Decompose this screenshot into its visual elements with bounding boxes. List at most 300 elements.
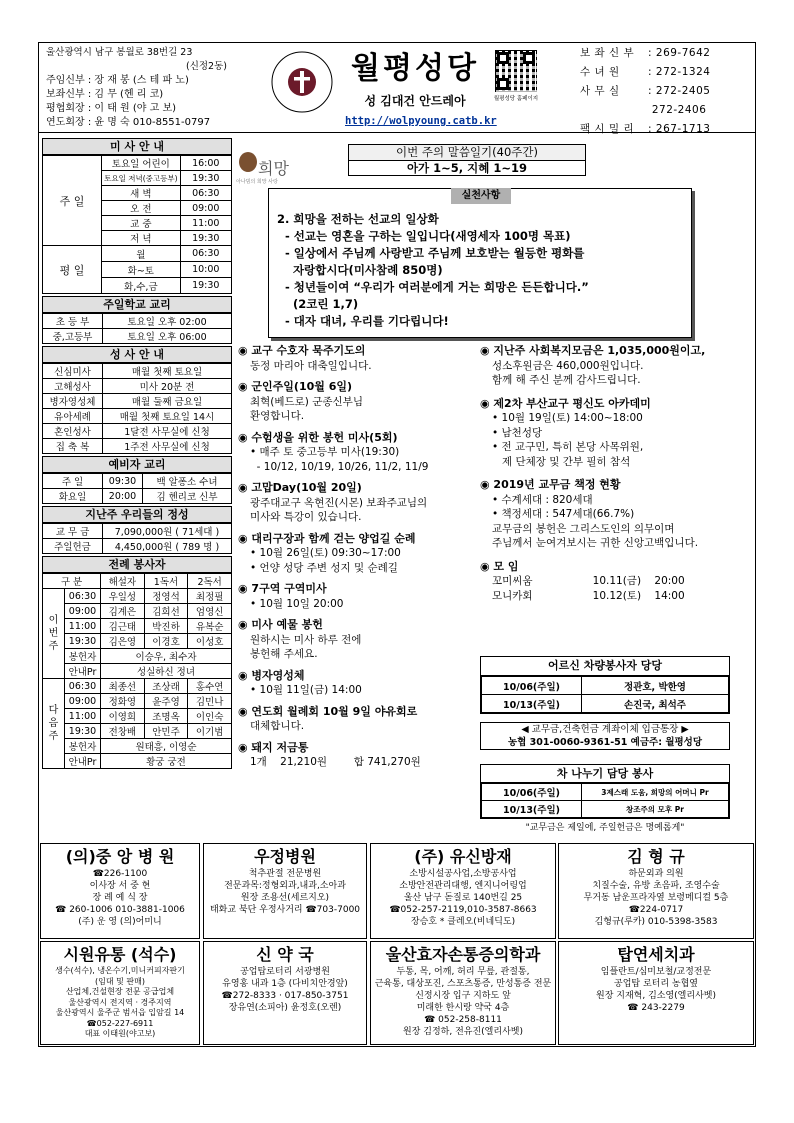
table-cell: 중,고등부: [43, 329, 103, 344]
church-title: 월평성당: [351, 51, 479, 86]
news-title: ◉ 지난주 사회복지모금은 1,035,000원이고,: [480, 344, 706, 357]
table-cell: 새 벽: [102, 186, 180, 201]
table-cell: 11:00: [65, 709, 101, 724]
table-row: [43, 664, 232, 679]
ad-line: 전문과목:정형외과,내과,소아과: [224, 881, 346, 891]
table-cell: 성실하신 정녀: [101, 664, 232, 679]
table-row: [482, 677, 729, 695]
table-cell: 윤주영: [144, 694, 188, 709]
news-line: 모니카회 10.12(토) 14:00: [492, 589, 685, 602]
practice-line: - 대자 대녀, 우리를 기다립니다!: [277, 314, 449, 328]
table-cell: 유복순: [188, 619, 232, 634]
news-item: [238, 344, 478, 373]
servers-table: [42, 573, 232, 769]
table-cell: 토요일 오후 06:00: [103, 329, 232, 344]
table-cell: 06:30: [180, 246, 231, 262]
ad-line: 울산 남구 돋질로 140번길 25: [403, 893, 523, 903]
news-line: • 책정세대 : 547세대(66.7%): [492, 508, 635, 520]
news-left: [238, 344, 478, 777]
contact-row: 사 무 실 : 272-2405: [580, 85, 711, 97]
table-cell: 병자영성체: [43, 394, 103, 409]
table-row: [43, 574, 232, 589]
table-cell: 4,450,000원 ( 789 명 ): [103, 539, 232, 554]
practice-box: [268, 188, 692, 338]
svg-text:희망: 희망: [258, 159, 289, 178]
news-line: - 10/12, 10/19, 10/26, 11/2, 11/9: [250, 460, 429, 473]
table-cell: 엄영신: [188, 604, 232, 619]
ad-box: [40, 941, 200, 1045]
mass-table: [42, 155, 232, 294]
staff-1: 주임신부 : 장 재 봉 (스 테 파 노): [46, 75, 189, 86]
table-cell: 저 녁: [102, 231, 180, 246]
website-link[interactable]: http://wolpyoung.catb.kr: [345, 115, 497, 127]
offering-title: 지난주 우리들의 정성: [42, 506, 232, 523]
table-row: [43, 379, 232, 394]
catechumen-table: [42, 473, 232, 504]
table-cell: 평 일: [43, 246, 102, 294]
driver-box: [480, 656, 730, 714]
staff-3: 평협회장 : 이 태 원 (야 고 보): [46, 103, 177, 114]
ad-line: 장 례 예 식 장: [92, 893, 148, 903]
ad-line: 태화교 북단 우정사거리 ☎703-7000: [209, 905, 361, 915]
table-cell: 신심미사: [43, 364, 103, 379]
practice-line: - 일상에서 주님께 사랑받고 주님께 보호받는 월등한 평화를: [277, 246, 585, 260]
news-title: ◉ 2019년 교무금 책정 현황: [480, 478, 621, 491]
news-title: ◉ 미사 예물 봉헌: [238, 618, 323, 631]
table-cell: 초 등 부: [43, 314, 103, 329]
table-cell: 10/06(주일): [482, 784, 582, 801]
table-cell: 정관호, 박한영: [582, 677, 729, 695]
table-cell: 백 알퐁소 수녀: [143, 474, 232, 489]
table-cell: 이 번 주: [43, 589, 65, 679]
ad-line: 원장 김정하, 전유진(엘리사벳): [403, 1027, 523, 1037]
table-cell: 화,수,금: [102, 278, 180, 294]
table-cell: 안민주: [144, 724, 188, 739]
practice-lines: [277, 211, 589, 330]
ad-line: 소방시설공사업,소방공사업: [409, 869, 517, 879]
table-cell: 이경호: [144, 634, 188, 649]
news-right: [480, 344, 752, 612]
practice-line: 2. 희망을 전하는 선교의 일상화: [277, 212, 439, 226]
header-info: [46, 46, 256, 130]
table-cell: 1달전 사무실에 신청: [103, 424, 232, 439]
table-cell: 09:00: [65, 694, 101, 709]
table-cell: 봉헌자: [65, 649, 101, 664]
ad-line: 신정시장 입구 지하도 앞: [415, 991, 511, 1001]
table-cell: 황궁 궁전: [101, 754, 232, 769]
news-line: 1개 21,210원 합 741,270원: [250, 756, 421, 768]
table-cell: 10:00: [180, 262, 231, 278]
news-line: 대체합니다.: [250, 720, 305, 732]
news-line: • 남천성당: [492, 426, 543, 439]
news-line: 꼬미씨움 10.11(금) 20:00: [492, 575, 685, 587]
staff-4: 연도회장 : 윤 명 숙 010-8551-0797: [46, 117, 211, 128]
table-cell: 고해성사: [43, 379, 103, 394]
table-row: [43, 424, 232, 439]
table-row: [43, 329, 232, 344]
address-detail: (신정2동): [186, 61, 227, 72]
table-cell: 19:30: [180, 231, 231, 246]
practice-line: 자랑합시다(미사참례 850명): [277, 263, 443, 277]
table-cell: 10/06(주일): [482, 677, 582, 695]
table-cell: 이인숙: [188, 709, 232, 724]
table-cell: 김희선: [144, 604, 188, 619]
staff-2: 보좌신부 : 김 무 (헨 리 코): [46, 89, 164, 100]
news-item: [238, 380, 478, 424]
news-title: ◉ 수험생을 위한 봉헌 미사(5회): [238, 430, 398, 444]
news-title: ◉ 고맙Day(10월 20일): [238, 481, 362, 494]
news-title: ◉ 교구 수호자 묵주기도의: [238, 344, 366, 357]
news-item: [238, 669, 478, 698]
ad-box: [370, 843, 556, 939]
table-row: [43, 409, 232, 424]
news-item: [480, 344, 752, 388]
news-item: [238, 741, 478, 770]
ad-line: 무거동 남운프라자옆 보령메디컬 5층: [583, 893, 729, 903]
table-cell: 06:30: [65, 679, 101, 694]
ad-line: 소방안전관리대행, 엔지니어링업: [399, 881, 527, 891]
table-cell: 매월 둘째 금요일: [103, 394, 232, 409]
table-cell: 우일성: [101, 589, 145, 604]
table-cell: 주 일: [43, 474, 103, 489]
ad-line: 척추관절 전문병원: [248, 869, 322, 879]
ad-line: 공업탑 로터리 농협옆: [614, 979, 698, 989]
qr-caption: 월평성당 홈페이지: [493, 96, 539, 102]
table-row: [43, 439, 232, 454]
table-row: [43, 619, 232, 634]
ad-line: 원장 조용선(세르지오): [240, 893, 330, 903]
ad-line: 생수(석수), 냉온수기,미니커피자판기: [55, 966, 185, 975]
ad-name: 탑연세치과: [617, 945, 695, 964]
ad-name: (의)중 앙 병 원: [65, 847, 175, 866]
news-line: 성소후원금은 460,000원입니다.: [492, 359, 644, 372]
header-divider: [38, 132, 756, 133]
table-cell: 정영석: [144, 589, 188, 604]
table-cell: 교 중: [102, 216, 180, 231]
table-row: [482, 695, 729, 713]
ad-box: [558, 941, 754, 1045]
servers-title: 전례 봉사자: [42, 556, 232, 573]
news-line: 동정 마리아 대축일입니다.: [250, 359, 372, 372]
table-cell: 10/13(주일): [482, 695, 582, 713]
table-row: [43, 156, 232, 171]
news-line: 광주대교구 옥현진(시몬) 보좌주교님의: [250, 496, 428, 509]
news-title: ◉ 대리구장과 함께 걷는 양업길 순례: [238, 531, 416, 545]
ad-line: ☎224-0717: [628, 905, 684, 915]
table-cell: 박진하: [144, 619, 188, 634]
table-row: [43, 754, 232, 769]
ad-line: 치질수술, 유방 초음파, 조영수술: [592, 881, 720, 891]
news-item: [238, 431, 478, 475]
table-cell: 11:00: [65, 619, 101, 634]
news-title: ◉ 병자영성체: [238, 668, 305, 682]
ad-line: 공업탑로터리 서광병원: [240, 967, 330, 977]
table-cell: 유아세례: [43, 409, 103, 424]
ad-line: ☎272-8333 · 017-850-3751: [221, 991, 349, 1001]
contact-row: 팩 시 밀 리 : 267-1713: [580, 123, 711, 135]
catechumen-title: 예비자 교리: [42, 456, 232, 473]
table-row: [43, 246, 232, 262]
table-cell: 최정필: [188, 589, 232, 604]
table-cell: 이영희: [101, 709, 145, 724]
news-line: 교무금의 봉헌은 그리스도인의 의무이며: [492, 522, 675, 535]
driver-table: [481, 676, 729, 713]
practice-line: (2코린 1,7): [277, 297, 359, 311]
ad-line: ☎226-1100: [92, 869, 148, 879]
offering-table: [42, 523, 232, 554]
sacrament-title: 성 사 안 내: [42, 346, 232, 363]
account-line-2: 농협 301-0060-9361-51 예금주: 월평성당: [507, 737, 703, 748]
table-cell: 주 일: [43, 156, 102, 246]
hope-logo: 희망 아나빔의 희망 사랑: [236, 148, 298, 188]
table-cell: 토요일 어린이: [102, 156, 180, 171]
ad-name: (주) 유신방재: [414, 847, 512, 866]
address: 울산광역시 남구 봉월로 38번길 23: [46, 47, 193, 58]
patron-saint: 성 김대건 안드레아: [364, 94, 466, 108]
table-cell: 김근태: [101, 619, 145, 634]
table-cell: 19:30: [65, 724, 101, 739]
table-cell: 조명옥: [144, 709, 188, 724]
tea-table: [481, 783, 729, 818]
table-cell: 1주전 사무실에 신청: [103, 439, 232, 454]
ad-line: 이사장 서 중 현: [89, 881, 151, 891]
table-cell: 구 분: [43, 574, 101, 589]
table-row: [43, 604, 232, 619]
ad-box: [203, 941, 367, 1045]
ad-line: 근육통, 대상포진, 스포츠통증, 만성통증 전문: [374, 979, 552, 989]
news-title: ◉ 돼지 저금통: [238, 740, 309, 754]
table-row: [43, 474, 232, 489]
news-line: 주님께서 눈여겨보시는 귀한 신앙고백입니다.: [492, 537, 699, 549]
table-row: [43, 314, 232, 329]
table-cell: 7,090,000원 ( 71세대 ): [103, 524, 232, 539]
ad-line: 산업체,건설현장 전문 공급업체: [65, 987, 175, 996]
news-title: ◉ 모 임: [480, 559, 519, 573]
ad-name: 신 약 국: [256, 945, 314, 964]
news-item: [238, 618, 478, 662]
news-item: [480, 478, 752, 551]
church-logo: [270, 50, 334, 114]
table-row: [43, 539, 232, 554]
table-row: [43, 524, 232, 539]
news-line: 미사와 특강이 있습니다.: [250, 511, 362, 523]
ad-line: 장유연(소피아) 윤정호(오렌): [228, 1003, 342, 1013]
news-line: 제 단체장 및 간부 필히 참석: [492, 455, 631, 468]
table-cell: 홍수연: [188, 679, 232, 694]
table-cell: 3제스래 도움, 희망의 어머니 Pr: [582, 784, 729, 801]
table-cell: 조상래: [144, 679, 188, 694]
table-cell: 06:30: [180, 186, 231, 201]
news-item: [480, 560, 752, 604]
ad-line: 김형규(루카) 010-5398-3583: [594, 917, 718, 927]
contact-row: 보 좌 신 부 : 269-7642: [580, 47, 711, 59]
news-title: ◉ 제2차 부산교구 평신도 아카데미: [480, 396, 651, 410]
tea-title: 차 나누기 담당 봉사: [481, 765, 729, 783]
tea-note: "교무금은 제일에, 주일헌금은 명예롭게": [525, 823, 685, 833]
table-cell: 20:00: [103, 489, 143, 504]
table-row: [43, 634, 232, 649]
table-cell: 봉헌자: [65, 739, 101, 754]
ad-line: ☎ 052-258-8111: [424, 1015, 502, 1025]
news-line: • 수계세대 : 820세대: [492, 493, 593, 506]
table-cell: 교 무 금: [43, 524, 103, 539]
news-line: • 10월 26일(토) 09:30~17:00: [250, 547, 401, 559]
ad-box: [203, 843, 367, 939]
news-item: [480, 397, 752, 470]
contacts: [580, 44, 752, 139]
news-line: 최혁(베드로) 군종신부님: [250, 395, 363, 408]
ad-line: (임대 및 판매): [95, 976, 145, 986]
ad-line: 울산광역시 전지역 · 경주지역: [68, 997, 172, 1007]
left-column: [42, 138, 232, 769]
table-cell: 2독서: [188, 574, 232, 589]
ad-line: ☎ 260-1006 010-3881-1006: [55, 905, 185, 915]
ad-line: 두통, 목, 어깨, 허리 무릎, 관절통,: [396, 967, 530, 977]
table-cell: 16:00: [180, 156, 231, 171]
ad-line: 원장 지재혁, 김소영(엘리사벳): [596, 991, 716, 1001]
table-cell: 화요일: [43, 489, 103, 504]
table-cell: 다 음 주: [43, 679, 65, 769]
table-cell: 최종선: [101, 679, 145, 694]
practice-line: - 선교는 영혼을 구하는 일입니다(새영세자 100명 목표): [277, 229, 571, 243]
account-box: [480, 722, 730, 750]
news-line: 함께 해 주신 분께 감사드립니다.: [492, 374, 641, 386]
table-cell: 정화영: [101, 694, 145, 709]
news-title: ◉ 7구역 구역미사: [238, 582, 327, 595]
news-title: ◉ 군인주일(10월 6일): [238, 380, 353, 393]
news-line: • 10월 10일 20:00: [250, 597, 344, 610]
table-cell: 전창배: [101, 724, 145, 739]
news-line: 환영합니다.: [250, 410, 305, 422]
table-cell: 김민나: [188, 694, 232, 709]
driver-title: 어르신 차량봉사자 당당: [481, 657, 729, 676]
ad-line: 유영홍 내과 1층 (다비치안경앞): [222, 979, 348, 989]
news-line: 원하시는 미사 하루 전에: [250, 633, 362, 646]
mass-title: 미 사 안 내: [42, 138, 232, 155]
ad-line: 장승호 * 클레오(비네딕도): [410, 917, 516, 927]
news-line: • 언양 성당 주변 성지 및 순례길: [250, 561, 398, 574]
table-cell: 화~토: [102, 262, 180, 278]
table-cell: 이승우, 최수자: [101, 649, 232, 664]
table-cell: 토요일 오후 02:00: [103, 314, 232, 329]
ad-box: [370, 941, 556, 1045]
table-cell: 안내Pr: [65, 754, 101, 769]
table-cell: 09:30: [103, 474, 143, 489]
table-row: [43, 364, 232, 379]
table-row: [482, 784, 729, 801]
table-row: [43, 649, 232, 664]
table-row: [482, 801, 729, 818]
table-cell: 이기범: [188, 724, 232, 739]
ad-line: 미래한 한시랑 약국 4층: [416, 1003, 510, 1013]
bible-title: 이번 주의 말씀일기(40주간): [349, 145, 585, 161]
school-table: [42, 313, 232, 344]
qr-code-icon[interactable]: [495, 50, 537, 92]
table-row: [43, 694, 232, 709]
table-cell: 06:30: [65, 589, 101, 604]
table-cell: 주일헌금: [43, 539, 103, 554]
bible-text: 아가 1~5, 지혜 1~19: [406, 161, 528, 175]
table-cell: 김 헨리코 신부: [143, 489, 232, 504]
news-line: • 매주 토 중고등부 미사(19:30): [250, 446, 400, 458]
ad-line: (주) 운 영 (의)어미니: [78, 917, 162, 927]
table-cell: 미사 20분 전: [103, 379, 232, 394]
table-cell: 09:00: [180, 201, 231, 216]
practice-title: 실천사항: [451, 188, 511, 204]
table-cell: 원태흥, 이영순: [101, 739, 232, 754]
table-cell: 09:00: [65, 604, 101, 619]
ad-line: 대표 이태원(야고보): [84, 1029, 156, 1038]
table-row: [43, 724, 232, 739]
table-cell: 창조주의 모후 Pr: [582, 801, 729, 818]
table-cell: 이성호: [188, 634, 232, 649]
account-line-1: ◀ 교무금,건축헌금 계좌이체 입금통장 ▶: [521, 724, 689, 735]
ad-line: ☎052-227-6911: [86, 1018, 154, 1028]
table-cell: 혼인성사: [43, 424, 103, 439]
news-line: • 10월 19일(토) 14:00~18:00: [492, 412, 643, 424]
news-item: [238, 481, 478, 525]
ad-line: ☎052-257-2119,010-3587-8663: [389, 905, 537, 915]
table-row: [43, 709, 232, 724]
practice-line: - 청년들이여 “우리가 여러분에게 거는 희망은 든든합니다.”: [277, 280, 589, 294]
table-cell: 매월 첫째 토요일 14시: [103, 409, 232, 424]
table-cell: 19:30: [180, 171, 231, 186]
news-line: • 전 교구민, 특히 본당 사목위원,: [492, 441, 644, 453]
table-row: [43, 679, 232, 694]
table-cell: 오 전: [102, 201, 180, 216]
table-cell: 해설자: [101, 574, 145, 589]
table-cell: 19:30: [65, 634, 101, 649]
ad-name: 시원유통 (석수): [63, 945, 177, 964]
table-cell: 안내Pr: [65, 664, 101, 679]
table-cell: 집 축 복: [43, 439, 103, 454]
bible-box: [348, 144, 586, 176]
table-cell: 손진국, 최석주: [582, 695, 729, 713]
table-row: [43, 739, 232, 754]
table-cell: 월: [102, 246, 180, 262]
ad-box: [40, 843, 200, 939]
news-item: [238, 582, 478, 611]
school-title: 주일학교 교리: [42, 296, 232, 313]
header-title-block: [345, 50, 485, 109]
table-cell: 10/13(주일): [482, 801, 582, 818]
news-title: ◉ 연도회 월례회 10월 9일 야유회로: [238, 704, 418, 718]
ad-name: 우정병원: [254, 847, 316, 866]
ad-line: ☎ 243-2279: [627, 1003, 685, 1013]
contact-row: 272-2406: [651, 104, 707, 116]
ad-name: 김 형 규: [627, 847, 685, 866]
news-item: [238, 705, 478, 734]
table-cell: 매월 첫째 토요일: [103, 364, 232, 379]
ad-line: 임플란트/심미보철/교정전문: [600, 967, 712, 977]
table-row: [43, 394, 232, 409]
ad-name: 울산효자손통증의학과: [385, 945, 541, 964]
table-cell: 김은영: [101, 634, 145, 649]
table-cell: 11:00: [180, 216, 231, 231]
news-line: 봉헌해 주세요.: [250, 648, 318, 660]
tea-box: [480, 764, 730, 819]
contact-row: 수 녀 원 : 272-1324: [580, 66, 711, 78]
ad-line: 하문외과 의원: [628, 869, 684, 879]
ad-box: [558, 843, 754, 939]
table-cell: 19:30: [180, 278, 231, 294]
table-row: [43, 589, 232, 604]
table-cell: 1독서: [144, 574, 188, 589]
table-cell: 김계은: [101, 604, 145, 619]
sacrament-table: [42, 363, 232, 454]
news-item: [238, 532, 478, 576]
ad-line: 울산광역시 울주군 범서읍 입암길 14: [55, 1008, 185, 1017]
